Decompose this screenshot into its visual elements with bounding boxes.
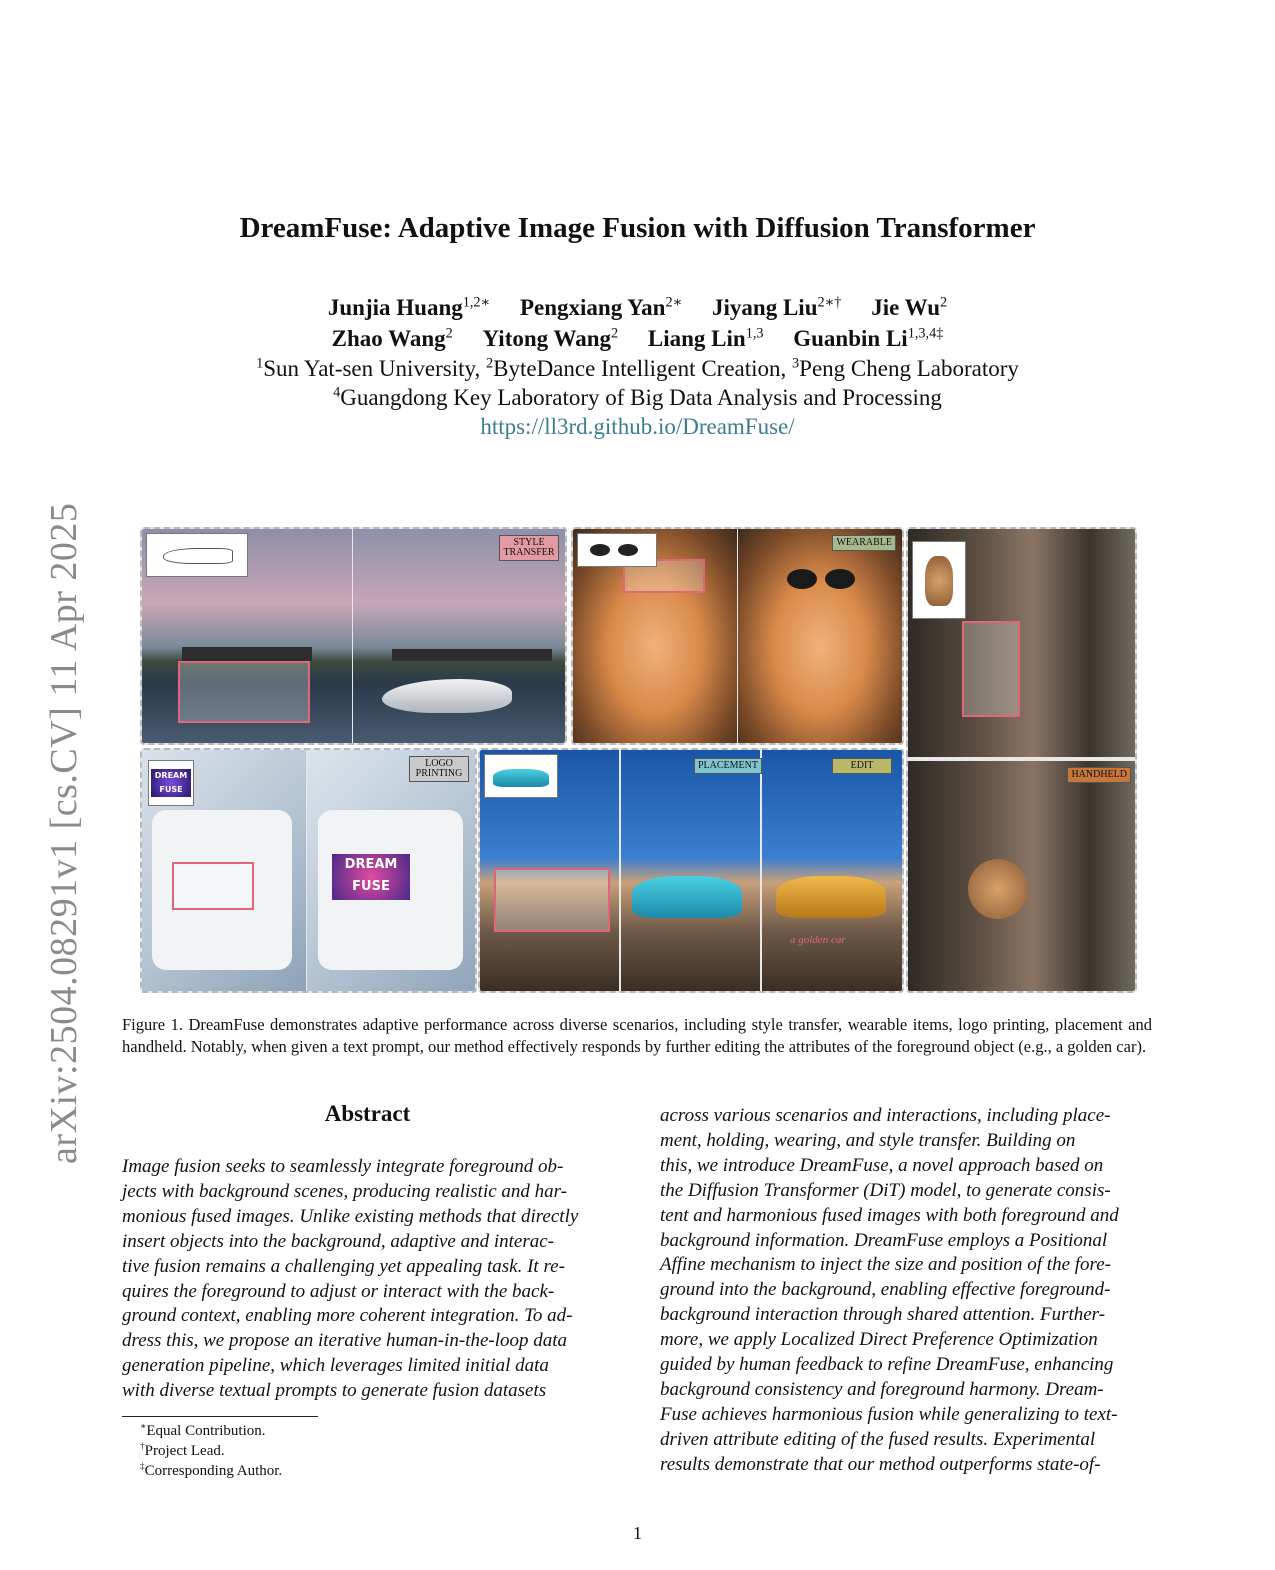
- footnote-rule: [122, 1416, 318, 1417]
- logo-mask-box: [172, 862, 254, 910]
- abstract-line: Affine mechanism to inject the size and position of the fore-: [660, 1254, 1111, 1276]
- abstract-line: quires the foreground to adjust or interact with the back-: [122, 1280, 555, 1302]
- abstract-line: with diverse textual prompts to generate fusion datasets: [122, 1380, 547, 1402]
- abstract-line: the Diffusion Transformer (DiT) model, to generate consis-: [660, 1179, 1111, 1201]
- abstract-line: ment, holding, wearing, and style transfer. Building on: [660, 1129, 1076, 1151]
- printed-logo: DREAM FUSE: [332, 854, 410, 900]
- page-number: 1: [633, 1523, 642, 1543]
- author: Yitong Wang$^2$: [482, 325, 619, 351]
- edited-golden-car-image: [762, 750, 902, 991]
- logo-printing-tag: LOGO PRINTING: [409, 756, 469, 782]
- author: Jiyang Liu$^{2∗\dagger}$: [712, 294, 842, 320]
- footnote-equal-contribution: ∗Equal Contribution.: [140, 1422, 266, 1439]
- pier-left: [182, 647, 312, 661]
- figure-1-caption: Figure 1. DreamFuse demonstrates adaptive performance across diverse scenarios, including style transfer, wearable items, logo printing, placement and handheld. Notably, when given a text prompt, our method effectively responds by further editing the attributes of the foreground object (e.g., a golden car).: [122, 1015, 1152, 1056]
- fused-blue-car-image: [621, 750, 760, 991]
- author: Pengxiang Yan$^{2∗}$: [519, 294, 683, 320]
- wearable-tag: WEARABLE: [832, 535, 896, 551]
- author: Jie Wu$^2$: [871, 294, 948, 320]
- footnote-corresponding-author: ‡Corresponding Author.: [140, 1462, 283, 1479]
- abstract-left-column: [122, 1155, 613, 1404]
- blue-car-shape: [632, 876, 742, 918]
- author: Junjia Huang$^{1,2∗}$: [327, 294, 491, 320]
- abstract-line: Image fusion seeks to seamlessly integrate foreground ob-: [122, 1156, 564, 1177]
- author-list-line-1: [0, 295, 1275, 321]
- abstract-line: ground into the background, enabling effective foreground-: [660, 1279, 1111, 1301]
- abstract-line: generation pipeline, which leverages limited initial data: [122, 1355, 549, 1377]
- affiliations-line-1: $^1$Sun Yat-sen University, $^2$ByteDance Intelligent Creation, $^3$Peng Cheng Laboratory: [256, 355, 1019, 381]
- handheld-divider: [908, 757, 1135, 761]
- logo-thumbnail: DREAM FUSE: [148, 760, 194, 806]
- arxiv-identifier: arXiv:2504.08291v1 [cs.CV] 11 Apr 2025: [43, 502, 85, 1164]
- author: Zhao Wang$^2$: [331, 325, 453, 351]
- abstract-heading: Abstract: [324, 1101, 411, 1126]
- edit-prompt-text: a golden car: [790, 934, 846, 946]
- handheld-tag: HANDHELD: [1067, 767, 1131, 783]
- abstract-line: results demonstrate that our method outperforms state-of-: [660, 1453, 1101, 1475]
- handheld-mask-box: [962, 621, 1020, 717]
- boat-sketch-thumbnail: [146, 533, 248, 577]
- handheld-panel: [906, 527, 1137, 993]
- abstract-line: background consistency and foreground harmony. Dream-: [660, 1378, 1104, 1400]
- sunglasses-right-lens: [825, 569, 855, 589]
- placement-tag: PLACEMENT: [694, 758, 762, 774]
- abstract-line: more, we apply Localized Direct Preference Optimization: [660, 1329, 1098, 1351]
- paper-title: DreamFuse: Adaptive Image Fusion with Diffusion Transformer: [239, 212, 1036, 244]
- abstract-right-column: [660, 1104, 1151, 1478]
- abstract-line: Fuse achieves harmonious fusion while generalizing to text-: [660, 1403, 1118, 1425]
- fused-cat-sunglasses-image: [738, 529, 902, 743]
- project-url-link[interactable]: https://ll3rd.github.io/DreamFuse/: [480, 414, 795, 439]
- abstract-line: background interaction through shared attention. Further-: [660, 1304, 1106, 1326]
- abstract-line: tent and harmonious fused images with both foreground and: [660, 1204, 1119, 1226]
- author: Liang Lin$^{1,3}$: [647, 325, 764, 351]
- abstract-line: guided by human feedback to refine DreamFuse, enhancing: [660, 1354, 1114, 1376]
- author: Guanbin $Li^{1,3,4\ddagger}$: [793, 325, 944, 351]
- abstract-line: background information. DreamFuse employs a Positional: [660, 1229, 1108, 1251]
- abstract-line: jects with background scenes, producing realistic and har-: [122, 1180, 567, 1202]
- abstract-line: dress this, we propose an iterative human-in-the-loop data: [122, 1330, 568, 1352]
- abstract-line: tive fusion remains a challenging yet appealing task. It re-: [122, 1255, 565, 1277]
- car-mask-box: [494, 868, 610, 932]
- footnote-project-lead: †Project Lead.: [140, 1442, 225, 1459]
- abstract-line: monious fused images. Unlike existing methods that directly: [122, 1205, 579, 1227]
- style-transfer-panel: [140, 527, 567, 745]
- abstract-line: across various scenarios and interactions, including place-: [660, 1105, 1111, 1126]
- abstract-line: driven attribute editing of the fused results. Experimental: [660, 1428, 1096, 1450]
- cat-thumbnail: [912, 541, 966, 619]
- author-list-line-2: [0, 326, 1275, 352]
- logo-printing-panel: [140, 748, 477, 993]
- abstract-line: this, we introduce DreamFuse, a novel approach based on: [660, 1154, 1104, 1176]
- placement-edit-panel: [478, 748, 904, 993]
- abstract-line: insert objects into the background, adaptive and interac-: [122, 1230, 554, 1252]
- pier-right: [392, 649, 552, 661]
- edit-tag: EDIT: [832, 758, 892, 774]
- abstract-line: ground context, enabling more coherent integration. To ad-: [122, 1305, 573, 1327]
- golden-car-shape: [776, 876, 886, 918]
- affiliations-line-2: $^4$Guangdong Key Laboratory of Big Data Analysis and Processing: [333, 384, 942, 410]
- held-cat-shape: [968, 859, 1028, 919]
- car-thumbnail: [484, 754, 558, 798]
- sunglasses-thumbnail: [577, 533, 657, 567]
- placement-mask-box: [178, 661, 310, 723]
- style-transfer-tag: STYLE TRANSFER: [499, 535, 559, 561]
- sunglasses-left-lens: [787, 569, 817, 589]
- wearable-panel: [571, 527, 904, 745]
